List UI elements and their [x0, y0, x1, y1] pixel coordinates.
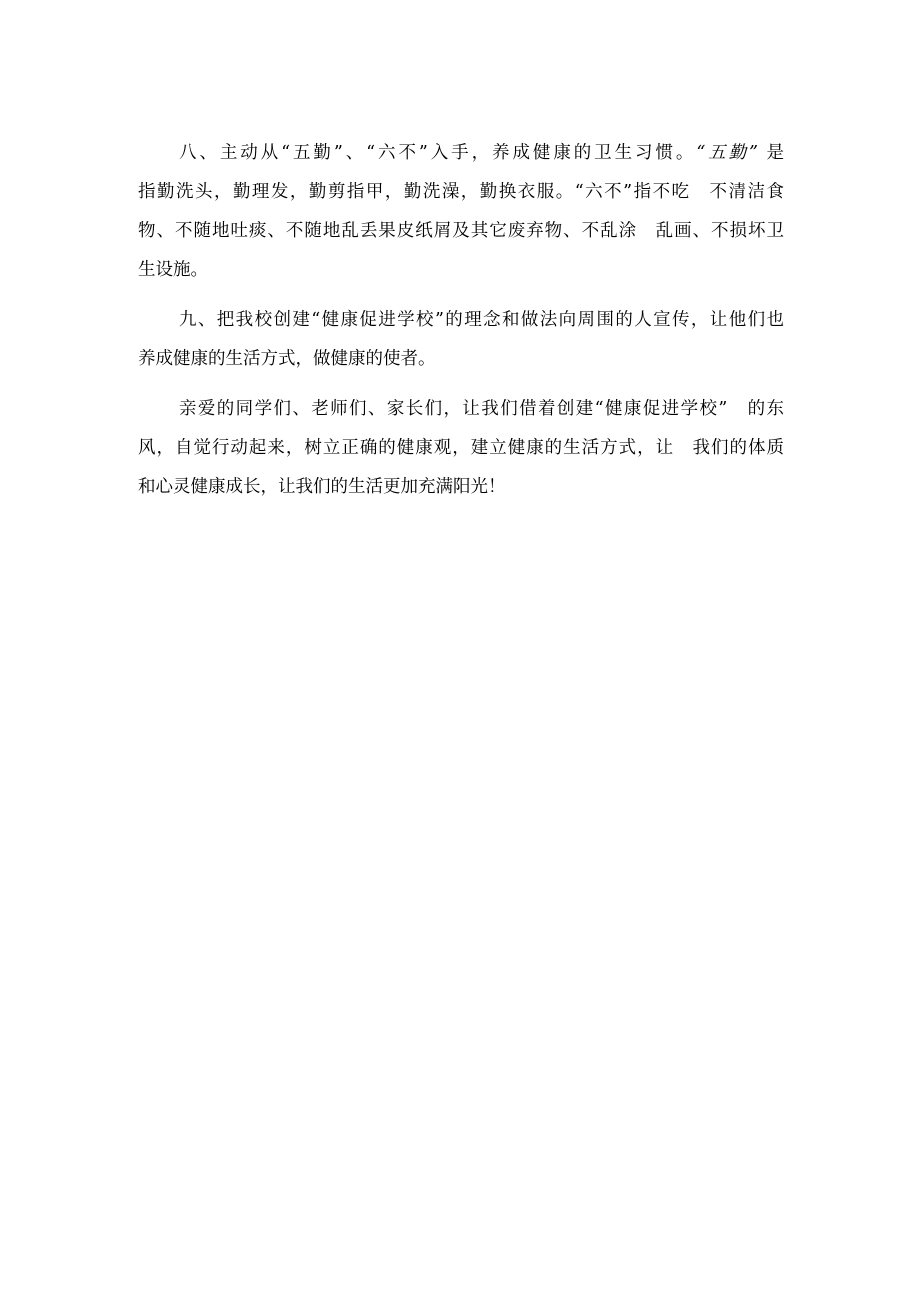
line-text: 八、主动从“五勤”、“六不”入手，养成健康的卫生习惯。	[179, 143, 697, 163]
line-text: 是	[758, 143, 784, 163]
paragraph-line	[138, 134, 784, 173]
paragraph-line: 九、把我校创建“健康促进学校”的理念和做法向周围的人宣传，让他们也	[179, 310, 784, 330]
paragraph-line: 养成健康的生活方式，做健康的使者。	[138, 349, 436, 369]
paragraph-line: 物、不随地吐痰、不随地乱丢果皮纸屑及其它废弃物、不乱涂 乱画、不损坏卫	[138, 221, 784, 241]
paragraph-line: 亲爱的同学们、老师们、家长们，让我们借着创建“健康促进学校” 的东	[179, 399, 784, 419]
paragraph-line: 和心灵健康成长，让我们的生活更加充满阳光！	[138, 477, 506, 497]
italic-term: “五勤”	[696, 143, 758, 163]
paragraph-line: 指勤洗头，勤理发，勤剪指甲，勤洗澡，勤换衣服。“六不”指不吃 不清洁食	[138, 182, 784, 202]
paragraph-item-9	[138, 301, 784, 379]
paragraph-closing	[138, 390, 784, 507]
paragraph-line: 生设施。	[138, 260, 208, 280]
document-body	[138, 134, 784, 518]
paragraph-item-8	[138, 134, 784, 290]
paragraph-line: 风，自觉行动起来，树立正确的健康观，建立健康的生活方式，让 我们的体质	[138, 438, 784, 458]
